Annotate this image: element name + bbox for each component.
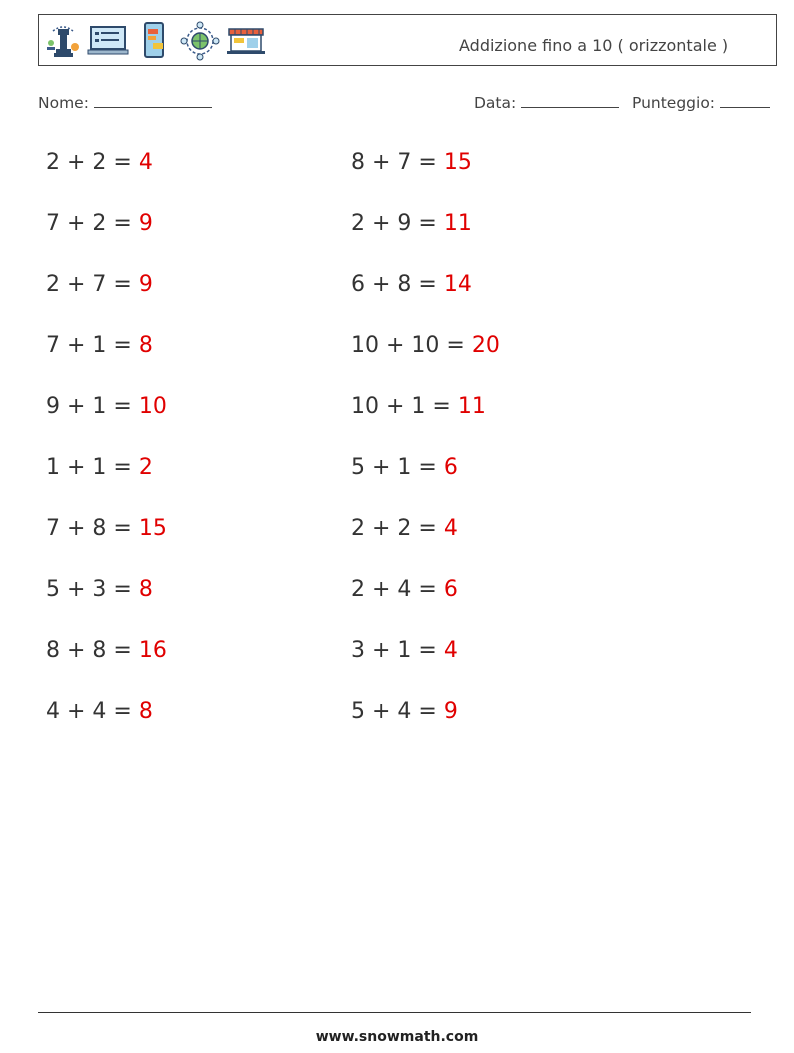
worksheet-title: Addizione fino a 10 ( orizzontale ) [459, 36, 729, 55]
problem-question: 8 + 8 = [46, 638, 132, 663]
problem-question: 2 + 9 = [351, 211, 437, 236]
problem-answer: 16 [138, 638, 167, 663]
date-blank[interactable] [521, 93, 619, 108]
problem-answer: 10 [138, 394, 167, 419]
problem-answer: 15 [138, 516, 167, 541]
problem-question: 2 + 2 = [351, 516, 437, 541]
problem-question: 2 + 7 = [46, 272, 132, 297]
laptop-checklist-icon [87, 21, 129, 61]
footer-site: www.snowmath.com [315, 1029, 479, 1045]
problem-answer: 8 [138, 577, 153, 602]
problem-item [351, 516, 458, 542]
problem-answer: 14 [443, 272, 472, 297]
problem-item [46, 638, 167, 664]
name-field[interactable] [38, 93, 212, 112]
globe-network-icon [179, 21, 221, 61]
problem-answer: 9 [138, 272, 153, 297]
problem-answer: 4 [138, 150, 153, 175]
problem-answer: 6 [443, 577, 458, 602]
problem-question: 7 + 8 = [46, 516, 132, 541]
problem-item [46, 394, 167, 420]
problem-item [46, 333, 153, 359]
date-field[interactable] [474, 93, 619, 112]
problem-item [351, 577, 458, 603]
problem-answer: 8 [138, 699, 153, 724]
problem-question: 2 + 4 = [351, 577, 437, 602]
problem-answer: 9 [138, 211, 153, 236]
footer-divider [38, 1012, 751, 1013]
problem-answer: 15 [443, 150, 472, 175]
problem-question: 5 + 4 = [351, 699, 437, 724]
worksheet-header [38, 14, 777, 66]
problem-answer: 11 [457, 394, 486, 419]
problem-answer: 11 [443, 211, 472, 236]
problem-question: 5 + 1 = [351, 455, 437, 480]
score-label: Punteggio: [632, 94, 716, 112]
info-row [0, 93, 794, 117]
problem-question: 1 + 1 = [46, 455, 132, 480]
problem-question: 8 + 7 = [351, 150, 437, 175]
problem-item [351, 638, 458, 664]
chess-rook-icon [43, 21, 83, 61]
storefront-icon [225, 21, 267, 61]
problem-question: 2 + 2 = [46, 150, 132, 175]
problem-answer: 8 [138, 333, 153, 358]
mobile-chart-icon [139, 21, 171, 61]
date-label: Data: [474, 94, 517, 112]
problem-question: 4 + 4 = [46, 699, 132, 724]
problem-item [351, 699, 458, 725]
problem-answer: 4 [443, 516, 458, 541]
problem-item [46, 272, 153, 298]
problem-question: 10 + 10 = [351, 333, 465, 358]
problem-item [351, 455, 458, 481]
problem-item [351, 150, 472, 176]
problem-item [46, 516, 167, 542]
name-blank[interactable] [94, 93, 212, 108]
problem-item [46, 211, 153, 237]
problem-answer: 20 [471, 333, 500, 358]
problem-question: 6 + 8 = [351, 272, 437, 297]
problem-item [351, 211, 472, 237]
problem-item [46, 699, 153, 725]
problem-item [351, 333, 500, 359]
problem-question: 3 + 1 = [351, 638, 437, 663]
name-label: Nome: [38, 94, 89, 112]
problem-question: 10 + 1 = [351, 394, 451, 419]
problem-question: 7 + 2 = [46, 211, 132, 236]
problem-item [46, 577, 153, 603]
problem-answer: 6 [443, 455, 458, 480]
problem-item [46, 455, 153, 481]
problem-answer: 9 [443, 699, 458, 724]
problem-question: 5 + 3 = [46, 577, 132, 602]
score-blank[interactable] [720, 93, 770, 108]
problem-question: 9 + 1 = [46, 394, 132, 419]
score-field[interactable] [632, 93, 770, 112]
problem-answer: 4 [443, 638, 458, 663]
problem-answer: 2 [138, 455, 153, 480]
problem-item [351, 394, 486, 420]
problem-item [351, 272, 472, 298]
problem-question: 7 + 1 = [46, 333, 132, 358]
problem-item [46, 150, 153, 176]
